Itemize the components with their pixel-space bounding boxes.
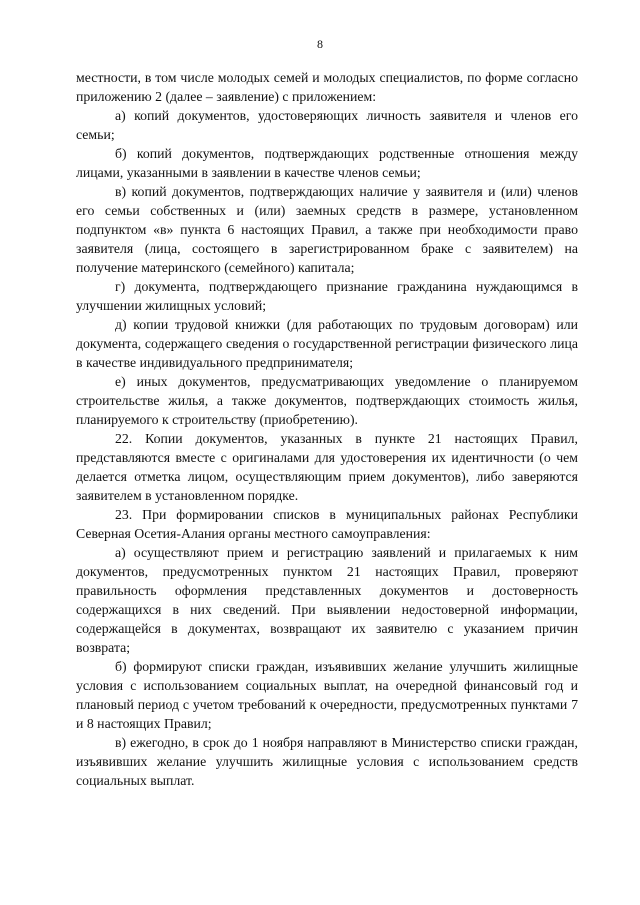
paragraph-item-v-funds: в) копий документов, подтверждающих наличие у заявителя и (или) членов его семьи собственных и (или) заемных средств в размере, установленном подпунктом «в» пункта 6 настоящих Правил, а также при необходимости право заявителя (лица, состоящего в зарегистрированном браке с заявителем) на получение материнского (семейного) капитала; (76, 184, 578, 275)
paragraph-clause-23-b: б) формируют списки граждан, изъявивших желание улучшить жилищные условия с использованием социальных выплат, на очередной финансовый год и плановый период с учетом требований к очередности, предусмотренных пунктами 7 и 8 настоящих Правил; (76, 659, 578, 731)
paragraph-clause-23-a: а) осуществляют прием и регистрацию заявлений и прилагаемых к ним документов, предусмотренных пунктом 21 настоящих Правил, проверяют правильность оформления представленных документов и достоверность содержащихся в них сведений. При выявлении недостоверной информации, содержащейся в документах, возвращают их заявителю с указанием причин возврата; (76, 545, 578, 655)
paragraph-item-g-housing-need: г) документа, подтверждающего признание гражданина нуждающимся в улучшении жилищных условий; (76, 279, 578, 313)
paragraph-clause-23-v: в) ежегодно, в срок до 1 ноября направляют в Министерство списки граждан, изъявивших желание улучшить жилищные условия с использованием средств социальных выплат. (76, 735, 578, 788)
paragraph-clause-23: 23. При формировании списков в муниципальных районах Республики Северная Осетия-Алания органы местного самоуправления: (76, 507, 578, 541)
page-number: 8 (317, 37, 323, 51)
document-body (76, 68, 578, 790)
paragraph-item-a-identity: а) копий документов, удостоверяющих личность заявителя и членов его семьи; (76, 108, 578, 142)
paragraph-clause-22: 22. Копии документов, указанных в пункте 21 настоящих Правил, представляются вместе с оригиналами для удостоверения их идентичности (о чем делается отметка лицом, осуществляющим прием документов), либо заверяются заявителем в установленном порядке. (76, 431, 578, 503)
paragraph-item-e-other-documents: е) иных документов, предусматривающих уведомление о планируемом строительстве жилья, а также документов, подтверждающих стоимость жилья, планируемого к строительству (приобретению). (76, 374, 578, 427)
paragraph-continuation: местности, в том числе молодых семей и молодых специалистов, по форме согласно приложению 2 (далее – заявление) с приложением: (76, 70, 578, 104)
paragraph-item-d-employment: д) копии трудовой книжки (для работающих по трудовым договорам) или документа, содержащего сведения о государственной регистрации физического лица в качестве индивидуального предпринимателя; (76, 317, 578, 370)
paragraph-item-b-kinship: б) копий документов, подтверждающих родственные отношения между лицами, указанными в заявлении в качестве членов семьи; (76, 146, 578, 180)
